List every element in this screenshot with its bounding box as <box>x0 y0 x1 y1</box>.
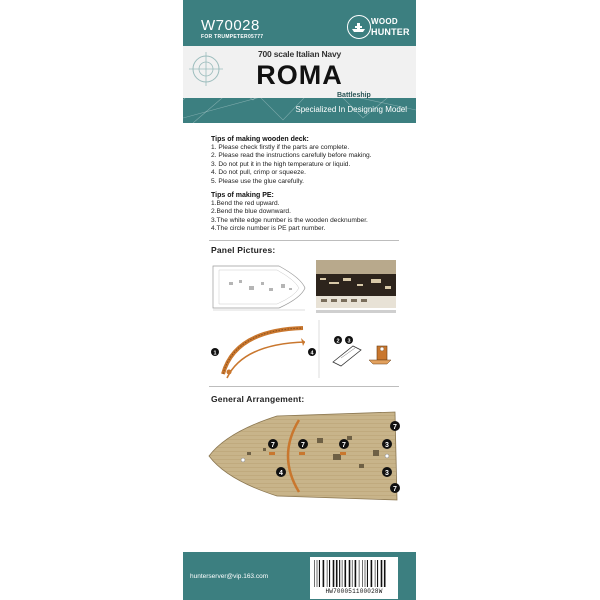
tips-deck <box>211 135 411 186</box>
ship-name: ROMA <box>256 60 343 90</box>
product-card <box>183 0 416 600</box>
marker-3: 3 <box>385 470 389 477</box>
tip-item: 3. Do not put it in the high temperature or liquid. <box>211 160 351 168</box>
barcode-bars <box>314 560 394 587</box>
contact-email: hunterserver@vip.163.com <box>190 573 269 580</box>
tip-item: 2.Bend the blue downward. <box>211 208 291 216</box>
brand-logo: WOOD HUNTER <box>347 13 407 43</box>
bend-diagram <box>211 328 316 378</box>
tip-item: 3.The white edge number is the wooden decknumber. <box>211 216 368 224</box>
pe-sheet-photo <box>316 260 396 313</box>
compatibility-label: FOR TRUMPETER05777 <box>201 34 264 40</box>
tip-item: 5. Please use the glue carefully. <box>211 177 304 185</box>
tips-deck-title: Tips of making wooden deck: <box>211 136 309 143</box>
deck-outline-sheet <box>213 266 305 310</box>
marker-7: 7 <box>393 424 397 431</box>
marker-7: 7 <box>393 486 397 493</box>
tip-item: 1.Bend the red upward. <box>211 200 280 207</box>
product-code: W70028 <box>201 17 260 34</box>
marker-7: 7 <box>271 442 275 449</box>
scale-line: 700 scale Italian Navy <box>257 49 342 59</box>
footer-banner <box>183 552 416 600</box>
tip-item: 4. Do not pull, crimp or squeeze. <box>211 169 306 177</box>
tips-pe-title: Tips of making PE: <box>211 192 274 199</box>
arrangement-title: General Arrangement: <box>211 394 305 404</box>
part-diagram <box>333 336 391 366</box>
marker-2: 2 <box>336 338 340 345</box>
logo-emblem-icon <box>347 15 371 39</box>
tip-item: 2. Please read the instructions carefully before making. <box>211 152 372 160</box>
marker-3: 3 <box>385 442 389 449</box>
barcode <box>310 557 398 599</box>
general-arrangement-deck <box>207 408 401 504</box>
marker-4: 4 <box>310 350 314 357</box>
ship-type: Battleship <box>337 92 371 99</box>
divider <box>209 386 399 387</box>
tip-item: 4.The circle number is PE part number. <box>211 225 326 233</box>
marker-3: 3 <box>347 338 351 345</box>
marker-7: 7 <box>301 442 305 449</box>
marker-1: 1 <box>213 350 217 357</box>
marker-4: 4 <box>279 470 283 477</box>
panel-pictures-top <box>209 258 399 314</box>
header-banner <box>183 0 416 123</box>
panel-pictures-bottom <box>209 318 399 380</box>
tagline: Specialized In Designing Model <box>295 105 407 114</box>
divider <box>209 240 399 241</box>
panel-title: Panel Pictures: <box>211 245 276 255</box>
barcode-text: HW700051100028W <box>325 588 383 595</box>
marker-7: 7 <box>342 442 346 449</box>
tips-pe <box>211 191 411 234</box>
tip-item: 1. Please check firstly if the parts are complete. <box>211 144 350 151</box>
